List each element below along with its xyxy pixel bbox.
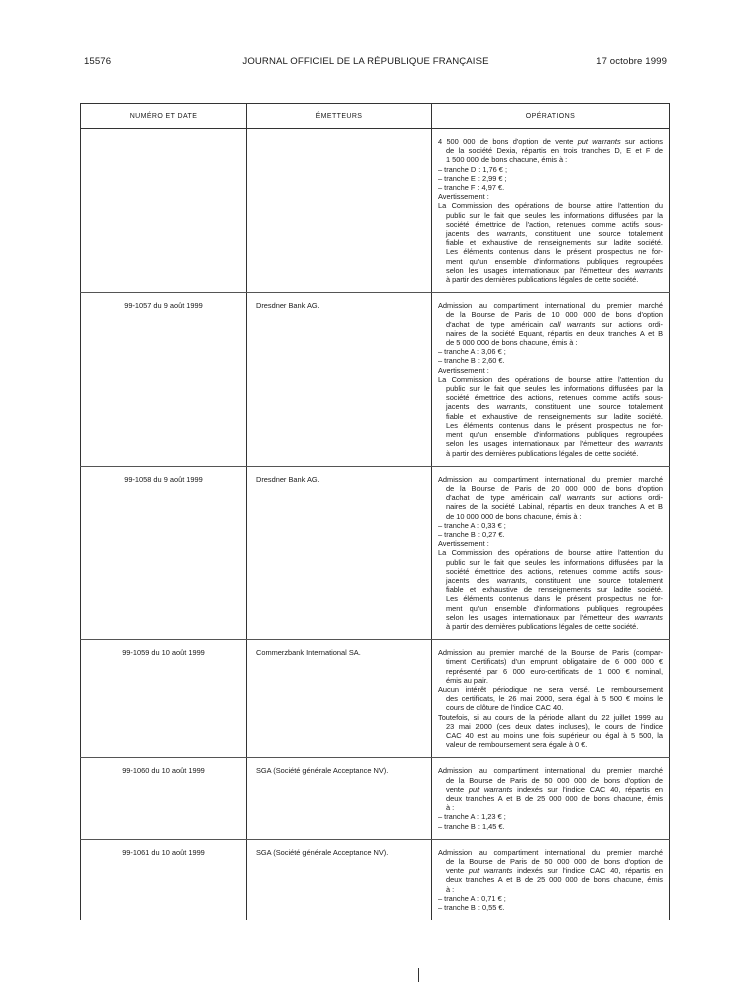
text-line: cours de clôture de l'indice CAC 40. <box>446 703 564 713</box>
warning-title: Avertissement : <box>438 539 489 549</box>
text-line: La Commission des opérations de bourse attire l'attention du <box>438 374 663 384</box>
text-line: Toutefois, si au cours de la période allant du 22 juillet 1999 au <box>438 712 663 722</box>
text-line: jacents des warrants, constituent une source totalement <box>446 229 663 239</box>
text-line: 1 500 000 de bons chacune, émis à : <box>446 155 568 165</box>
issuer-name <box>247 129 432 293</box>
text-line: des certificats, le 26 mai 2000, sera égal à 5 500 € moins le <box>446 694 663 704</box>
column-continuation-rule <box>418 968 419 982</box>
journal-title: JOURNAL OFFICIEL DE LA RÉPUBLIQUE FRANÇAISE <box>242 56 489 67</box>
text-line: de la Bourse de Paris de 50 000 000 de bons d'option de <box>446 857 663 867</box>
text-line: Les éléments contenus dans le présent prospectus ne for- <box>446 594 663 604</box>
text-line: Les éléments contenus dans le présent prospectus ne for- <box>446 420 663 430</box>
tranche-price: – tranche D : 1,76 € ; <box>438 164 508 174</box>
text-line: naires de la société Equant, répartis en deux tranches A et B <box>446 328 663 338</box>
text-line: société émettrice des actions, retenues comme actifs sous- <box>446 566 663 576</box>
text-line: valeur de remboursement sera égale à 0 €. <box>446 740 588 750</box>
text-line: vente put warrants indexés sur l'indice CAC 40, répartis en <box>446 866 663 876</box>
text-line: fiable et exhaustive de renseignements sur ladite société. <box>446 238 663 248</box>
issuer-name: SGA (Société générale Acceptance NV). <box>247 839 432 920</box>
decision-number-date: 99-1058 du 9 août 1999 <box>81 466 247 639</box>
tranche-price: – tranche B : 0,55 €. <box>438 903 505 913</box>
text-line: émis au pair. <box>446 675 488 685</box>
column-header-operations: OPÉRATIONS <box>432 104 670 129</box>
text-line: selon les usages internationaux par l'émetteur des warrants <box>446 439 663 449</box>
text-line: jacents des warrants, constituent une source totalement <box>446 575 663 585</box>
text-line: public sur le fait que seules les informations diffusées par la <box>446 210 663 220</box>
table-row <box>81 466 670 639</box>
text-line: public sur le fait que seules les informations diffusées par la <box>446 384 663 394</box>
text-line: naires de la société Labinal, répartis en deux tranches A et B <box>446 502 663 512</box>
text-line: 23 mai 2000 (ces deux dates incluses), le cours de l'indice <box>446 721 663 731</box>
text-line: selon les usages internationaux par l'émetteur des warrants <box>446 612 663 622</box>
column-header-number-date: NUMÉRO ET DATE <box>81 104 247 129</box>
text-line: fiable et exhaustive de renseignements sur ladite société. <box>446 411 663 421</box>
tranche-price: – tranche B : 1,45 €. <box>438 821 505 831</box>
text-line: de la Bourse de Paris de 20 000 000 de bons d'option <box>446 483 663 493</box>
text-line: Admission au compartiment international du premier marché <box>438 766 663 776</box>
issuer-name: Commerzbank International SA. <box>247 640 432 758</box>
text-line: Aucun intérêt périodique ne sera versé. Le remboursement <box>438 684 663 694</box>
text-line: à partir des dernières publications légales de cette société. <box>446 448 639 458</box>
issuer-name: Dresdner Bank AG. <box>247 466 432 639</box>
tranche-price: – tranche A : 3,06 € ; <box>438 347 506 357</box>
tranche-price: – tranche F : 4,97 €. <box>438 183 505 193</box>
text-line: La Commission des opérations de bourse attire l'attention du <box>438 548 663 558</box>
table-row <box>81 839 670 920</box>
issue-date: 17 octobre 1999 <box>596 56 667 67</box>
text-line: 4 500 000 de bons d'option de vente put warrants sur actions <box>438 137 663 146</box>
operation-description <box>432 640 670 758</box>
text-line: à : <box>446 884 455 894</box>
column-header-issuers: ÉMETTEURS <box>247 104 432 129</box>
issuer-name: SGA (Société générale Acceptance NV). <box>247 758 432 839</box>
table-header-row <box>81 104 670 129</box>
page-number: 15576 <box>84 56 112 67</box>
table-row <box>81 758 670 839</box>
text-line: de 5 000 000 de bons chacune, émis à : <box>446 338 578 348</box>
operation-description <box>432 129 670 293</box>
operations-table <box>80 103 670 920</box>
text-line: Admission au premier marché de la Bourse de Paris (compar- <box>438 648 663 658</box>
text-line: jacents des warrants, constituent une source totalement <box>446 402 663 412</box>
issuer-name: Dresdner Bank AG. <box>247 293 432 466</box>
tranche-price: – tranche A : 1,23 € ; <box>438 812 506 822</box>
operation-description <box>432 839 670 920</box>
text-line: Admission au compartiment international du premier marché <box>438 474 663 484</box>
text-line: société émettrice des actions, retenues comme actifs sous- <box>446 393 663 403</box>
table-row <box>81 640 670 758</box>
table-row <box>81 129 670 293</box>
text-line: de la Bourse de Paris de 50 000 000 de bons d'option de <box>446 775 663 785</box>
operation-description <box>432 466 670 639</box>
text-line: représenté par 6 000 euro-certificats de 1 000 € nominal, <box>446 666 663 676</box>
text-line: Les éléments contenus dans le présent prospectus ne for- <box>446 247 663 257</box>
warning-title: Avertissement : <box>438 365 489 375</box>
text-line: deux tranches A et B de 25 000 000 de bons chacune, émis <box>446 794 663 803</box>
text-line: CAC 40 est au moins une fois supérieur ou égal à 5 500, la <box>446 730 663 740</box>
text-line: ment qu'un ensemble d'informations publiques regroupées <box>446 256 663 266</box>
operation-description <box>432 293 670 466</box>
text-line: Admission au compartiment international du premier marché <box>438 847 663 857</box>
text-line: ment qu'un ensemble d'informations publiques regroupées <box>446 430 663 440</box>
text-line: vente put warrants indexés sur l'indice CAC 40, répartis en <box>446 784 663 794</box>
text-line: timent Certificats) d'un emprunt obligataire de 6 000 000 € <box>446 657 663 667</box>
text-line: à partir des dernières publications légales de cette société. <box>446 275 639 285</box>
tranche-price: – tranche A : 0,33 € ; <box>438 520 506 530</box>
decision-number-date: 99-1060 du 10 août 1999 <box>81 758 247 839</box>
text-line: public sur le fait que seules les informations diffusées par la <box>446 557 663 567</box>
text-line: à partir des dernières publications légales de cette société. <box>446 621 639 631</box>
text-line: d'achat de type américain call warrants sur actions ordi- <box>446 319 664 329</box>
tranche-price: – tranche E : 2,99 € ; <box>438 173 507 183</box>
text-line: deux tranches A et B de 25 000 000 de bons chacune, émis <box>446 875 663 885</box>
tranche-price: – tranche A : 0,71 € ; <box>438 893 506 903</box>
tranche-price: – tranche B : 2,60 €. <box>438 356 505 366</box>
decision-number-date: 99-1059 du 10 août 1999 <box>81 640 247 758</box>
text-line: à : <box>446 803 455 813</box>
warning-title: Avertissement : <box>438 192 489 202</box>
text-line: de la Bourse de Paris de 10 000 000 de bons d'option <box>446 310 663 320</box>
text-line: de 10 000 000 de bons chacune, émis à : <box>446 511 582 521</box>
text-line: société émettrice de l'action, retenues comme actifs sous- <box>446 219 663 229</box>
text-line: La Commission des opérations de bourse attire l'attention du <box>438 201 663 211</box>
text-line: de la société Dexia, répartis en trois tranches D, E et F de <box>446 146 663 156</box>
text-line: fiable et exhaustive de renseignements sur ladite société. <box>446 585 663 595</box>
decision-number-date: 99-1057 du 9 août 1999 <box>81 293 247 466</box>
table-row <box>81 293 670 466</box>
operation-description <box>432 758 670 839</box>
text-line: selon les usages internationaux par l'émetteur des warrants <box>446 265 663 275</box>
decision-number-date <box>81 129 247 293</box>
decision-number-date: 99-1061 du 10 août 1999 <box>81 839 247 920</box>
tranche-price: – tranche B : 0,27 €. <box>438 529 505 539</box>
text-line: Admission au compartiment international du premier marché <box>438 301 663 311</box>
text-line: ment qu'un ensemble d'informations publiques regroupées <box>446 603 663 613</box>
text-line: d'achat de type américain call warrants sur actions ordi- <box>446 493 664 503</box>
